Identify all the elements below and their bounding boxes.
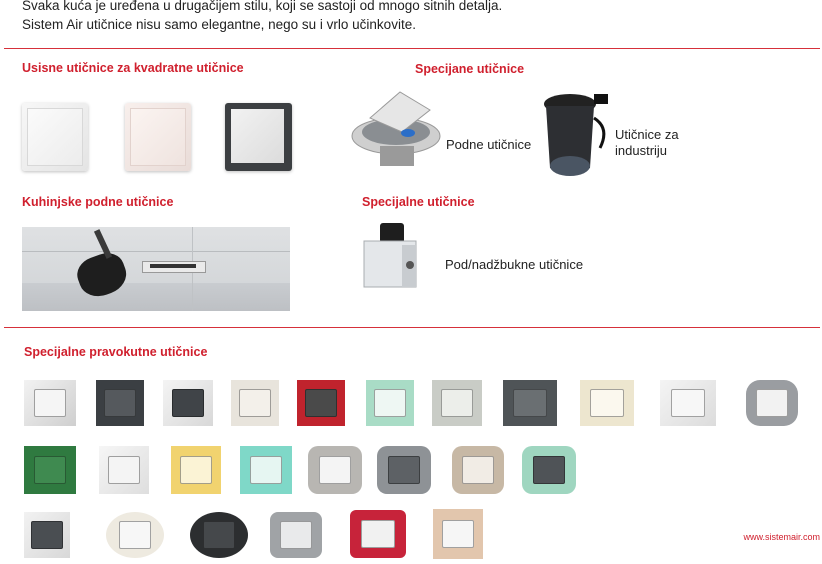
intro-line-1: Svaka kuća je uređena u drugačijem stilu, koji se sastoji od mnogo sitnih detalja. bbox=[22, 0, 503, 13]
rect-outlet-image bbox=[171, 446, 221, 494]
rect-outlet-image bbox=[270, 512, 322, 558]
rect-outlet-image bbox=[99, 446, 149, 494]
heading-special-outlets: Specijane utičnice bbox=[415, 62, 525, 76]
rect-outlet-image bbox=[350, 510, 406, 558]
caption-floor-outlets: Podne utičnice bbox=[446, 137, 532, 152]
floor-outlet-image bbox=[350, 88, 442, 170]
industry-outlet-image bbox=[540, 88, 612, 184]
rect-outlet-image bbox=[106, 512, 164, 558]
heading-square-outlets: Usisne utičnice za kvadratne utičnice bbox=[22, 61, 244, 75]
rect-outlet-image bbox=[432, 380, 482, 426]
intro-text bbox=[22, 0, 502, 34]
heading-kitchen-outlets: Kuhinjske podne utičnice bbox=[22, 195, 174, 209]
rect-outlet-image bbox=[24, 512, 70, 558]
rect-outlet-image bbox=[660, 380, 716, 426]
rect-outlet-image bbox=[190, 512, 248, 558]
divider-middle bbox=[4, 327, 820, 328]
rect-outlet-image bbox=[746, 380, 798, 426]
rect-outlet-image bbox=[163, 380, 213, 426]
rect-outlet-image bbox=[433, 509, 483, 559]
rect-outlet-image bbox=[24, 446, 76, 494]
heading-special-outlets-2: Specijalne utičnice bbox=[362, 195, 475, 209]
kitchen-floor-outlet-image bbox=[22, 227, 290, 311]
caption-industry-line-1: Utičnice za bbox=[615, 127, 679, 142]
rect-outlet-image bbox=[452, 446, 504, 494]
rect-outlet-image bbox=[96, 380, 144, 426]
rect-outlet-image bbox=[24, 380, 76, 426]
rect-outlet-image bbox=[377, 446, 431, 494]
square-outlet-white-image bbox=[22, 103, 88, 171]
rect-outlet-image bbox=[522, 446, 576, 494]
caption-surface-outlets: Pod/nadžbukne utičnice bbox=[445, 257, 584, 272]
rect-outlet-image bbox=[240, 446, 292, 494]
square-outlet-dark-image bbox=[225, 103, 292, 171]
rect-outlet-image bbox=[297, 380, 345, 426]
caption-industry-outlets bbox=[615, 127, 679, 159]
rect-outlet-image bbox=[231, 380, 279, 426]
square-outlet-cream-image bbox=[125, 103, 191, 171]
rect-outlet-image bbox=[580, 380, 634, 426]
heading-rect-outlets: Specijalne pravokutne utičnice bbox=[24, 345, 208, 359]
rect-outlet-image bbox=[503, 380, 557, 426]
intro-line-2: Sistem Air utičnice nisu samo elegantne, nego su i vrlo učinkovite. bbox=[22, 17, 416, 32]
website-link[interactable]: www.sistemair.com bbox=[743, 532, 820, 542]
rect-outlet-image bbox=[308, 446, 362, 494]
rect-outlet-image bbox=[366, 380, 414, 426]
caption-industry-line-2: industriju bbox=[615, 143, 668, 158]
surface-outlet-image bbox=[362, 223, 420, 289]
divider-top bbox=[4, 48, 820, 49]
